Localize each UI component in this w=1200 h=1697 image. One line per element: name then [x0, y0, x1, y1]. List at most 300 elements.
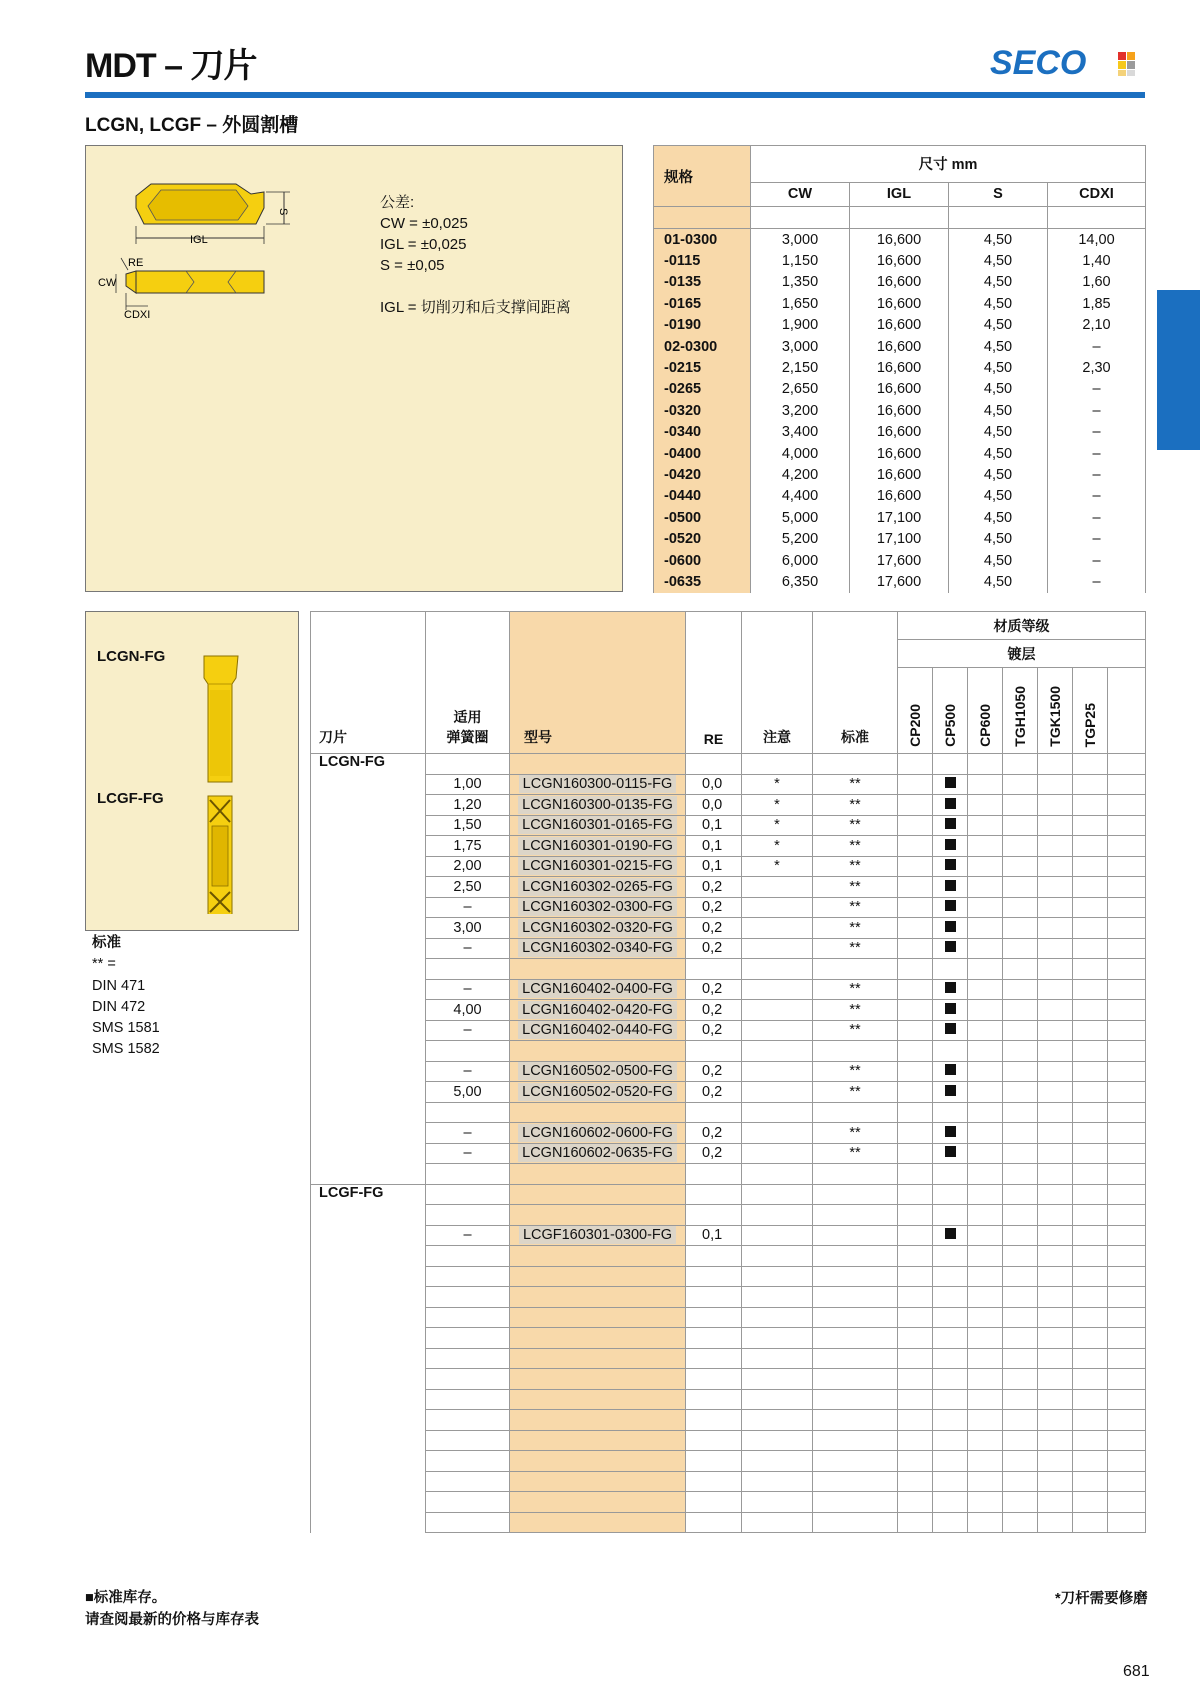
grade-cell — [898, 1246, 933, 1267]
spring-cell — [426, 1348, 510, 1369]
standards-marker: ** = — [92, 956, 116, 973]
dimension-row — [654, 357, 1146, 378]
std-cell — [813, 1225, 898, 1246]
grade-cell — [933, 815, 968, 836]
dimension-cell: – — [1048, 571, 1146, 592]
grade-cell — [933, 1512, 968, 1533]
note-cell — [742, 959, 813, 980]
spring-cell: 2,00 — [426, 856, 510, 877]
grade-cell — [898, 1266, 933, 1287]
grade-cell — [1003, 1102, 1038, 1123]
note-cell — [742, 938, 813, 959]
table-row — [311, 1246, 1146, 1267]
std-cell — [813, 1246, 898, 1267]
note-cell — [742, 979, 813, 1000]
stock-mark — [945, 1003, 956, 1014]
std-cell: ** — [813, 938, 898, 959]
grade-cell — [968, 918, 1003, 939]
tolerance-cw: CW = ±0,025 — [380, 215, 468, 232]
grade-cell — [1073, 1287, 1108, 1308]
grade-cell — [968, 1000, 1003, 1021]
std-cell: ** — [813, 1000, 898, 1021]
price-note: 请查阅最新的价格与库存表 — [85, 1612, 259, 1628]
grade-cell — [933, 1225, 968, 1246]
dimension-cell: – — [1048, 464, 1146, 485]
dimension-cell: 1,650 — [751, 293, 850, 314]
spec-cell: -0115 — [654, 250, 751, 271]
table-row — [311, 815, 1146, 836]
std-cell: ** — [813, 979, 898, 1000]
grade-cell — [1108, 1451, 1146, 1472]
dimension-cell: 1,150 — [751, 250, 850, 271]
dimension-cell: 4,400 — [751, 486, 850, 507]
stock-mark — [945, 798, 956, 809]
dimension-cell: 4,50 — [949, 422, 1048, 443]
product-code: LCGN160602-0635-FG — [518, 1144, 677, 1162]
table-row — [311, 1123, 1146, 1144]
grade-cell — [933, 856, 968, 877]
grade-cell — [933, 1430, 968, 1451]
dimension-cell: 1,40 — [1048, 250, 1146, 271]
igl-definition: IGL = 切削刃和后支撑间距离 — [380, 299, 571, 316]
grade-cell — [968, 1266, 1003, 1287]
note-cell — [742, 1123, 813, 1144]
grade-cell — [933, 1307, 968, 1328]
re-label: RE — [128, 257, 144, 269]
re-cell — [686, 1348, 742, 1369]
grade-cell — [968, 1164, 1003, 1185]
spec-cell: -0400 — [654, 443, 751, 464]
table-row — [311, 1430, 1146, 1451]
code-cell — [510, 1041, 686, 1062]
grade-cell — [898, 1102, 933, 1123]
grade-cell — [1038, 1102, 1073, 1123]
dimension-row — [654, 250, 1146, 271]
insert-catalog-table — [310, 611, 1146, 1533]
spring-cell: 1,75 — [426, 836, 510, 857]
dimension-cell: 16,600 — [850, 250, 949, 271]
spec-cell: -0600 — [654, 550, 751, 571]
code-cell — [510, 1410, 686, 1431]
std-cell — [813, 1471, 898, 1492]
grade-cell — [1038, 1389, 1073, 1410]
spec-cell: 02-0300 — [654, 336, 751, 357]
grade-cell — [968, 836, 1003, 857]
grade-cell — [1108, 1000, 1146, 1021]
table-row — [311, 1000, 1146, 1021]
re-cell — [686, 1369, 742, 1390]
grade-cell — [933, 1451, 968, 1472]
std-cell — [813, 1287, 898, 1308]
note-cell — [742, 1512, 813, 1533]
grade-cell — [1073, 938, 1108, 959]
grade-cell — [898, 938, 933, 959]
code-cell — [510, 1451, 686, 1472]
grade-cell — [1038, 1430, 1073, 1451]
spec-cell: -0320 — [654, 400, 751, 421]
col-cp600: CP600 — [977, 704, 993, 747]
table-row — [311, 1225, 1146, 1246]
dimension-row — [654, 272, 1146, 293]
note-cell — [742, 877, 813, 898]
re-cell — [686, 1430, 742, 1451]
dimension-cell: 5,200 — [751, 528, 850, 549]
dimension-cell: 3,200 — [751, 400, 850, 421]
grade-cell — [1108, 897, 1146, 918]
spring-cell: 2,50 — [426, 877, 510, 898]
code-cell — [510, 1020, 686, 1041]
grade-cell — [933, 959, 968, 980]
spec-cell: -0165 — [654, 293, 751, 314]
spring-cell: 4,00 — [426, 1000, 510, 1021]
grade-cell — [968, 1348, 1003, 1369]
std-cell — [813, 1389, 898, 1410]
spring-cell — [426, 1246, 510, 1267]
stock-legend: ■标准库存。 — [85, 1590, 167, 1606]
re-cell: 0,2 — [686, 1143, 742, 1164]
grade-cell — [898, 815, 933, 836]
re-cell — [686, 1266, 742, 1287]
table-row — [311, 1164, 1146, 1185]
dimension-row — [654, 422, 1146, 443]
product-code: LCGN160302-0265-FG — [518, 878, 677, 896]
standard-din-472: DIN 472 — [92, 998, 146, 1015]
table-row — [311, 877, 1146, 898]
re-cell — [686, 1492, 742, 1513]
dimension-cell: 4,50 — [949, 443, 1048, 464]
dimension-cell: 3,000 — [751, 336, 850, 357]
code-cell — [510, 1328, 686, 1349]
grade-cell — [968, 1205, 1003, 1226]
std-cell: ** — [813, 877, 898, 898]
grade-cell — [933, 1205, 968, 1226]
std-cell: ** — [813, 1061, 898, 1082]
grade-cell — [1108, 1041, 1146, 1062]
code-cell — [510, 795, 686, 816]
grade-cell — [968, 897, 1003, 918]
grade-cell — [933, 1369, 968, 1390]
note-cell — [742, 1000, 813, 1021]
product-code: LCGN160301-0190-FG — [518, 837, 677, 855]
dimension-cell: 2,150 — [751, 357, 850, 378]
re-cell: 0,0 — [686, 774, 742, 795]
stock-mark — [945, 818, 956, 829]
grade-cell — [1003, 795, 1038, 816]
grade-cell — [968, 1512, 1003, 1533]
product-code: LCGN160502-0500-FG — [518, 1062, 677, 1080]
code-cell — [510, 1471, 686, 1492]
grade-cell — [1003, 918, 1038, 939]
grade-cell — [1003, 1348, 1038, 1369]
grade-cell — [1003, 1451, 1038, 1472]
grade-cell — [898, 1020, 933, 1041]
dimension-cell: 16,600 — [850, 486, 949, 507]
col-note: 注意 — [742, 612, 813, 754]
table-row — [311, 1266, 1146, 1287]
dimension-row — [654, 443, 1146, 464]
std-cell — [813, 1164, 898, 1185]
grade-cell — [1108, 795, 1146, 816]
product-code: LCGN160302-0320-FG — [518, 919, 677, 937]
spring-cell — [426, 1041, 510, 1062]
code-cell — [510, 959, 686, 980]
dimension-cell: 16,600 — [850, 464, 949, 485]
table-row — [311, 1348, 1146, 1369]
grade-cell — [968, 1041, 1003, 1062]
dimension-cell: – — [1048, 486, 1146, 507]
re-cell: 0,0 — [686, 795, 742, 816]
grade-cell — [1003, 1225, 1038, 1246]
grade-cell — [1073, 1410, 1108, 1431]
grade-cell — [1038, 1492, 1073, 1513]
stock-mark — [945, 839, 956, 850]
grade-cell — [1108, 979, 1146, 1000]
chapter-tab — [1157, 290, 1200, 450]
spring-cell — [426, 1492, 510, 1513]
grade-cell — [1108, 959, 1146, 980]
spring-cell: – — [426, 1020, 510, 1041]
note-cell — [742, 1143, 813, 1164]
stock-mark — [945, 1064, 956, 1075]
grade-cell — [1038, 815, 1073, 836]
grade-cell — [968, 1492, 1003, 1513]
grade-cell — [1108, 1328, 1146, 1349]
std-cell — [813, 1369, 898, 1390]
dimension-row — [654, 379, 1146, 400]
grade-cell — [1108, 1389, 1146, 1410]
dimension-cell: 2,10 — [1048, 315, 1146, 336]
grade-cell — [898, 1471, 933, 1492]
note-cell — [742, 1451, 813, 1472]
grade-cell — [933, 1492, 968, 1513]
grade-cell — [968, 1061, 1003, 1082]
re-cell: 0,1 — [686, 815, 742, 836]
col-std: 标准 — [813, 612, 898, 754]
note-cell — [742, 1348, 813, 1369]
group-label: LCGF-FG — [311, 1184, 426, 1533]
grade-cell — [1073, 1389, 1108, 1410]
stock-mark — [945, 859, 956, 870]
stock-mark — [945, 777, 956, 788]
grade-cell — [1038, 1123, 1073, 1144]
dimension-cell: 16,600 — [850, 293, 949, 314]
dimension-cell: 4,50 — [949, 528, 1048, 549]
grade-cell — [1038, 1307, 1073, 1328]
grade-cell — [898, 1287, 933, 1308]
grade-cell — [1073, 959, 1108, 980]
grade-cell — [1108, 1471, 1146, 1492]
grade-cell — [1003, 1430, 1038, 1451]
code-cell — [510, 1430, 686, 1451]
grade-cell — [1073, 1041, 1108, 1062]
spring-cell — [426, 1471, 510, 1492]
re-cell — [686, 1451, 742, 1472]
col-s: S — [949, 182, 1048, 206]
grade-cell — [1038, 795, 1073, 816]
dimension-row — [654, 315, 1146, 336]
dimension-cell: 16,600 — [850, 272, 949, 293]
re-cell — [686, 1328, 742, 1349]
code-cell — [510, 1164, 686, 1185]
code-cell — [510, 1512, 686, 1533]
dimension-table — [653, 145, 1146, 593]
dimension-cell: 16,600 — [850, 443, 949, 464]
grade-cell — [933, 1348, 968, 1369]
igl-label: IGL — [190, 234, 208, 246]
note-cell — [742, 918, 813, 939]
dimension-cell: 17,100 — [850, 507, 949, 528]
grade-cell — [1073, 1369, 1108, 1390]
note-cell — [742, 1205, 813, 1226]
grade-cell — [1003, 1389, 1038, 1410]
grade-cell — [1073, 1143, 1108, 1164]
grade-cell — [1003, 815, 1038, 836]
grade-cell — [933, 918, 968, 939]
grade-cell — [933, 1102, 968, 1123]
stock-mark — [945, 1126, 956, 1137]
col-cp500: CP500 — [942, 704, 958, 747]
re-cell: 0,2 — [686, 1123, 742, 1144]
grade-cell — [898, 979, 933, 1000]
dimension-cell: 4,50 — [949, 250, 1048, 271]
group-label: LCGN-FG — [311, 754, 426, 1185]
stock-mark — [945, 1023, 956, 1034]
spring-cell: – — [426, 1061, 510, 1082]
dimension-cell: 3,000 — [751, 229, 850, 251]
std-cell — [813, 959, 898, 980]
dimension-cell: 1,85 — [1048, 293, 1146, 314]
product-code: LCGN160402-0440-FG — [518, 1021, 677, 1039]
grade-cell — [1038, 856, 1073, 877]
grade-cell — [968, 877, 1003, 898]
note-cell — [742, 1246, 813, 1267]
grade-cell — [1003, 1205, 1038, 1226]
dimension-row — [654, 229, 1146, 251]
grade-cell — [898, 1041, 933, 1062]
grade-cell — [1003, 1123, 1038, 1144]
code-cell — [510, 979, 686, 1000]
grade-cell — [1003, 1266, 1038, 1287]
header-rule — [85, 92, 1145, 98]
grade-cell — [1038, 1348, 1073, 1369]
dimension-cell: 4,50 — [949, 336, 1048, 357]
spec-cell: -0500 — [654, 507, 751, 528]
table-row — [311, 1102, 1146, 1123]
grade-cell — [1073, 897, 1108, 918]
note-cell — [742, 1287, 813, 1308]
std-cell: ** — [813, 1020, 898, 1041]
grade-cell — [933, 774, 968, 795]
code-cell — [510, 1389, 686, 1410]
grade-cell — [968, 1225, 1003, 1246]
re-cell: 0,1 — [686, 856, 742, 877]
stock-mark — [945, 1146, 956, 1157]
grade-cell — [933, 1041, 968, 1062]
lcgf-fg-label: LCGF-FG — [97, 790, 164, 807]
note-cell: * — [742, 836, 813, 857]
cw-label: CW — [98, 277, 117, 289]
spring-cell — [426, 1307, 510, 1328]
grade-cell — [1003, 1082, 1038, 1103]
dimension-cell: 5,000 — [751, 507, 850, 528]
grade-cell — [968, 1123, 1003, 1144]
col-tgp25: TGP25 — [1082, 702, 1098, 747]
table-row — [311, 1369, 1146, 1390]
std-cell: ** — [813, 815, 898, 836]
grade-cell — [1073, 979, 1108, 1000]
grade-cell — [968, 774, 1003, 795]
spring-cell: 1,50 — [426, 815, 510, 836]
re-cell: 0,1 — [686, 836, 742, 857]
std-cell — [813, 1102, 898, 1123]
grade-cell — [968, 815, 1003, 836]
re-cell: 0,2 — [686, 897, 742, 918]
grade-cell — [933, 795, 968, 816]
stock-mark — [945, 982, 956, 993]
grade-cell — [933, 1000, 968, 1021]
material-grade-header: 材质等级 — [898, 612, 1146, 640]
std-cell — [813, 1307, 898, 1328]
grade-cell — [898, 1307, 933, 1328]
code-cell — [510, 1061, 686, 1082]
note-cell — [742, 1430, 813, 1451]
spec-cell: 01-0300 — [654, 229, 751, 251]
spring-cell — [426, 1266, 510, 1287]
grade-cell — [933, 1246, 968, 1267]
coating-header: 镀层 — [898, 640, 1146, 668]
grade-cell — [1108, 1266, 1146, 1287]
product-code: LCGN160402-0420-FG — [518, 1001, 677, 1019]
grade-cell — [933, 1061, 968, 1082]
grade-cell — [898, 1451, 933, 1472]
dimension-cell: 17,600 — [850, 550, 949, 571]
dimension-cell: 16,600 — [850, 422, 949, 443]
stock-mark — [945, 941, 956, 952]
spec-cell: -0190 — [654, 315, 751, 336]
grade-cell — [1108, 938, 1146, 959]
note-cell: * — [742, 795, 813, 816]
grade-cell — [1108, 1123, 1146, 1144]
table-row — [311, 856, 1146, 877]
grade-cell — [933, 836, 968, 857]
grade-cell — [1003, 1061, 1038, 1082]
code-cell — [510, 877, 686, 898]
grade-cell — [1003, 856, 1038, 877]
std-cell: ** — [813, 897, 898, 918]
re-cell — [686, 1307, 742, 1328]
grade-cell — [1038, 1266, 1073, 1287]
grade-cell — [968, 795, 1003, 816]
grade-cell — [1073, 1266, 1108, 1287]
table-row — [311, 1020, 1146, 1041]
code-cell — [510, 1082, 686, 1103]
grade-cell — [1038, 959, 1073, 980]
col-spring: 适用 弹簧圈 — [426, 612, 510, 754]
stock-mark — [945, 1085, 956, 1096]
grade-cell — [1038, 1020, 1073, 1041]
product-code: LCGN160302-0300-FG — [518, 898, 677, 916]
footer-notes — [85, 1587, 259, 1631]
dimension-cell: – — [1048, 400, 1146, 421]
spring-cell: 1,20 — [426, 795, 510, 816]
grade-cell — [968, 1410, 1003, 1431]
dimension-cell: 16,600 — [850, 379, 949, 400]
grade-cell — [898, 1205, 933, 1226]
code-cell — [510, 815, 686, 836]
grade-cell — [1073, 1307, 1108, 1328]
grade-cell — [933, 1389, 968, 1410]
re-cell — [686, 1102, 742, 1123]
